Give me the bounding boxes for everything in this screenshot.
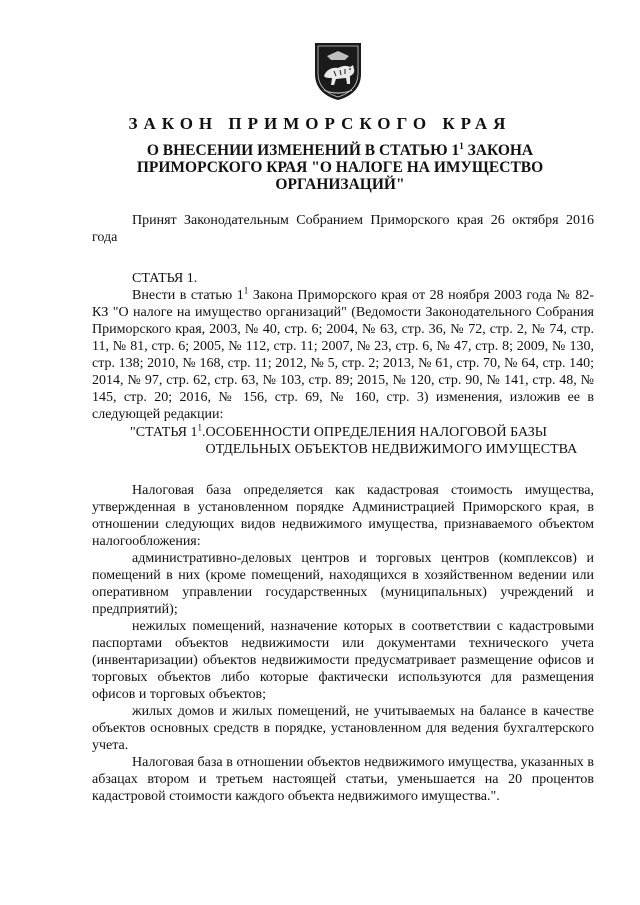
primorsky-krai-coat-of-arms-icon (312, 40, 364, 102)
adoption-statement: Принят Законодательным Собранием Приморского края 26 октября 2016 года (92, 213, 594, 245)
new-article-heading (92, 424, 594, 458)
subtitle-line-1: О ВНЕСЕНИИ ИЗМЕНЕНИЙ В СТАТЬЮ $1^1$ ЗАКОНА (146, 140, 534, 159)
paragraph: административно-деловых центров и торговых центров (комплексов) и помещений в них (кроме помещений, находящихся в хозяйственном ведении или оперативном управлении государственных (муниципальных) учреждений и предприятий); (92, 551, 594, 617)
article-1-intro: Внести в статью $1^1$ Закона Приморского края от 28 ноября 2003 года № 82-КЗ "О налоге на имущество организаций" (Ведомости Законодательного Собрания Приморского края, 2003, № 40, стр. 6; 2004, № 63, стр. 36, № 72, стр. 2, № 74, стр. 11, № 81, стр. 6; 2005, № 112, стр. 11; 2007, № 23, стр. 6, № 47, стр. 8; 2009, № 130, стр. 138; 2010, № 168, стр. 11; 2012, № 5, стр. 2; 2013, № 61, стр. 70, № 64, стр. 140; 2014, № 97, стр. 62, стр. 63, № 103, стр. 89; 2015, № 120, стр. 90, № 141, стр. 48, № 145, стр. 20; 2016, № 156, стр. 69, № 160, стр. 3) изменения, изложив ее в следующей редакции: (92, 285, 594, 422)
document-body (92, 212, 594, 805)
subtitle-line-2: ПРИМОРСКОГО КРАЯ "О НАЛОГЕ НА ИМУЩЕСТВО (136, 159, 544, 176)
paragraph: Налоговая база в отношении объектов недвижимого имущества, указанных в абзацах втором и третьем настоящей статьи, уменьшается на 20 процентов кадастровой стоимости каждого объекта недвижимого имущества.". (92, 755, 594, 804)
paragraph: нежилых помещений, назначение которых в соответствии с кадастровыми паспортами объектов недвижимости или документами технического учета (инвентаризации) объектов недвижимости предусматривает размещение офисов и торговых объектов либо которые фактически используются для размещения офисов и торговых объектов; (92, 619, 594, 702)
article-1-heading: СТАТЬЯ 1. (132, 271, 198, 286)
subtitle-line-3: ОРГАНИЗАЦИЙ" (275, 176, 405, 193)
new-article-title: ОСОБЕННОСТИ ОПРЕДЕЛЕНИЯ НАЛОГОВОЙ БАЗЫ ОТДЕЛЬНЫХ ОБЪЕКТОВ НЕДВИЖИМОГО ИМУЩЕСТВА (205, 425, 578, 457)
new-article-number: "СТАТЬЯ $1^1$. (130, 422, 206, 440)
paragraph: Налоговая база определяется как кадастровая стоимость имущества, утвержденная в установленном порядке Администрацией Приморского края, в отношении следующих видов недвижимого имущества, признаваемого объектом налогообложения: (92, 483, 594, 549)
paragraph: жилых домов и жилых помещений, не учитываемых на балансе в качестве объектов основных средств в порядке, установленном для ведения бухгалтерского учета. (92, 704, 594, 753)
law-title: ЗАКОН ПРИМОРСКОГО КРАЯ (128, 114, 512, 133)
law-subtitle (120, 142, 560, 193)
